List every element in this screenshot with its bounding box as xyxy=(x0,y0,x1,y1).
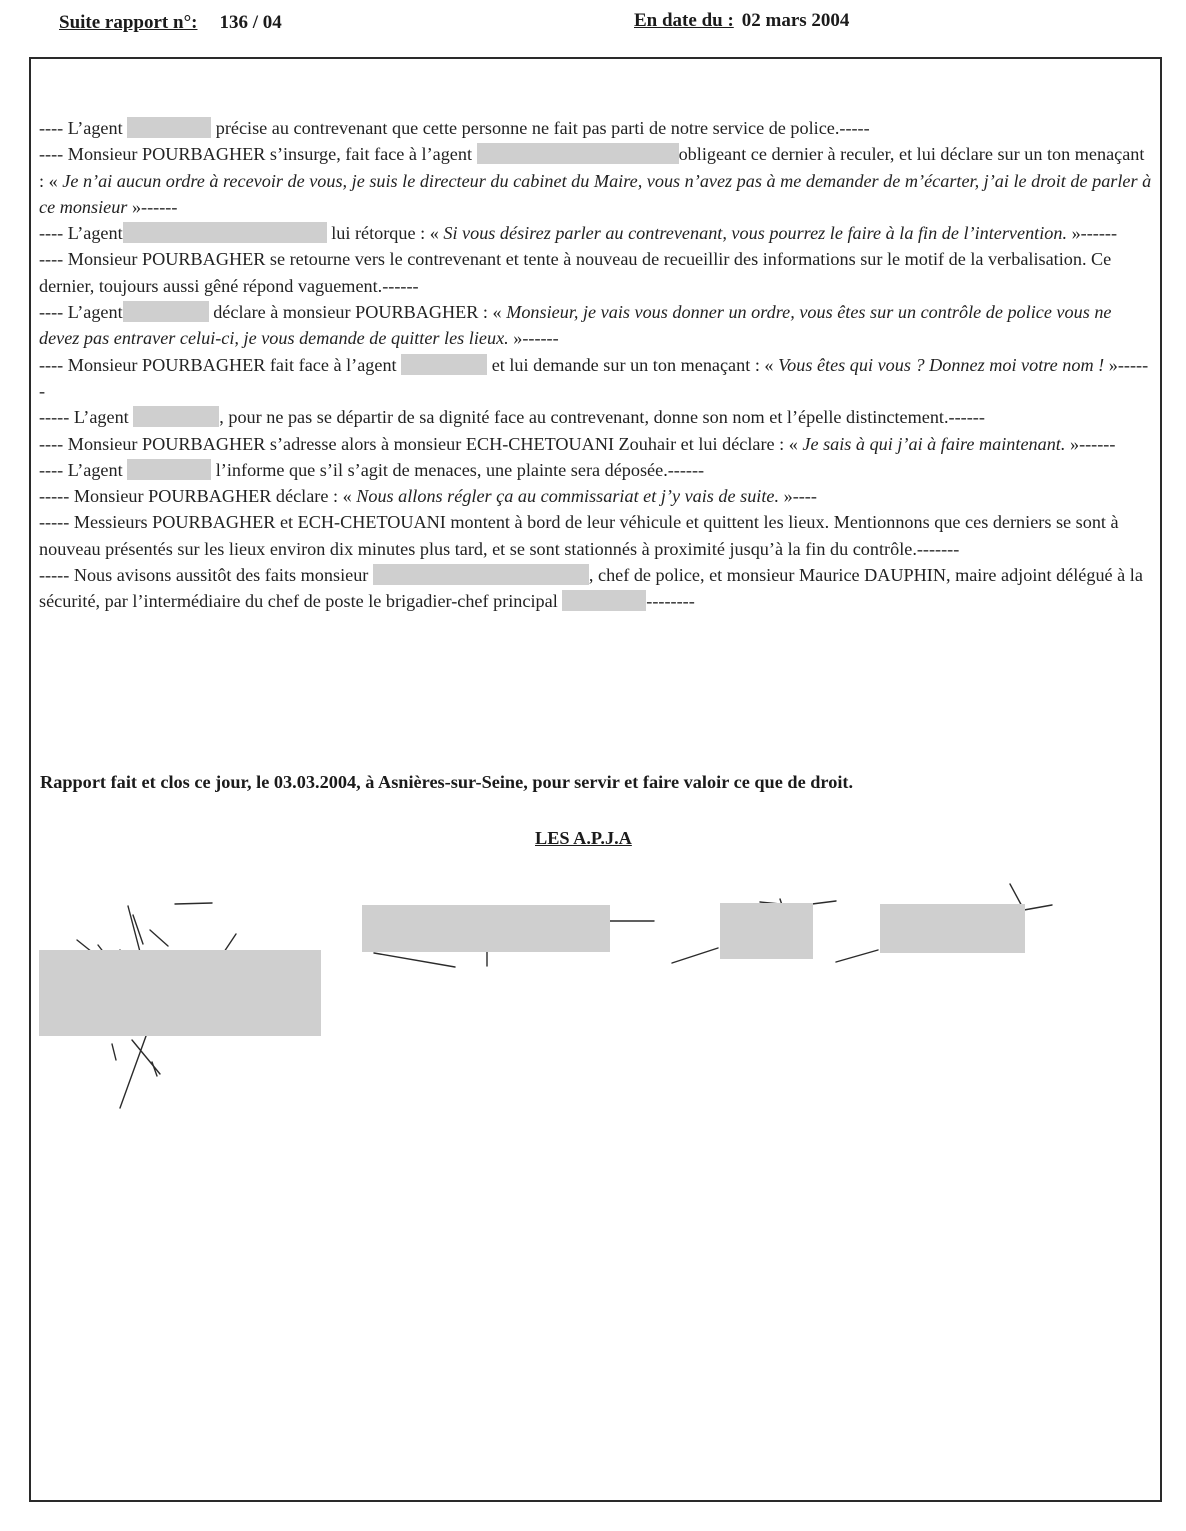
redacted-signature-name xyxy=(720,903,813,959)
text: »------ xyxy=(39,354,1149,401)
text: ---- L’agent xyxy=(39,118,123,138)
text: ---- L’agent xyxy=(39,459,128,480)
signature-stroke xyxy=(112,1044,116,1060)
signature-stroke xyxy=(672,948,718,963)
text: ----- Monsieur POURBAGHER déclare : « xyxy=(39,486,357,507)
text: , pour ne pas se départir de sa dignité face au contrevenant, donne son nom et l’épelle distinctement.------ xyxy=(219,407,985,428)
text: ----- L’agent xyxy=(39,407,134,428)
signature-stroke xyxy=(150,930,168,946)
text: ---- L’agent xyxy=(39,223,123,244)
quote: Si vous désirez parler au contrevenant, vous pourrez le faire à la fin de l’intervention. xyxy=(443,223,1068,244)
signatures-heading: LES A.P.J.A xyxy=(535,828,632,848)
text: ---- Monsieur POURBAGHER s’insurge, fait face à l’agent xyxy=(39,144,477,165)
text: -------- xyxy=(646,591,695,612)
signature-stroke xyxy=(1024,905,1052,910)
text: déclare à monsieur POURBAGHER : « xyxy=(208,302,507,323)
quote: Monsieur, je vais vous donner un ordre, vous êtes sur un contrôle de police vous ne devez pas entraver celui-ci, je vous demande de quitter les lieux. xyxy=(39,302,1112,349)
text: ---- L’agent xyxy=(39,302,123,323)
signature-stroke xyxy=(175,903,212,904)
text: l’informe que s’il s’agit de menaces, une plainte sera déposée.------ xyxy=(211,459,705,480)
report-number-value: 136 / 04 xyxy=(219,12,282,33)
redacted-signature-name xyxy=(39,950,321,1036)
text: »------ xyxy=(1067,223,1117,244)
text: ---- Monsieur POURBAGHER s’adresse alors à monsieur ECH-CHETOUANI Zouhair et lui déclare : « xyxy=(39,433,803,454)
signature-stroke xyxy=(812,901,836,904)
report-date-label: En date du : xyxy=(634,10,734,31)
signature-stroke xyxy=(836,950,878,962)
quote: Je sais à qui j’ai à faire maintenant. xyxy=(802,433,1066,454)
quote: Nous allons régler ça au commissariat et j’y vais de suite. xyxy=(356,486,780,507)
paragraph-11: ----- Messieurs POURBAGHER et ECH-CHETOUANI montent à bord de leur véhicule et quittent les lieux. Mentionnons que ces derniers se sont à nouveau présentés sur les lieux environ dix minutes plus tard, et se sont stationnés à proximité jusqu’à la fin du contrôle.------- xyxy=(39,512,1119,559)
text: »------ xyxy=(508,328,559,349)
redacted-signature-name xyxy=(880,904,1025,953)
report-date-value: 02 mars 2004 xyxy=(741,10,850,31)
text: ---- Monsieur POURBAGHER fait face à l’agent xyxy=(39,354,402,375)
text: »------ xyxy=(127,196,178,217)
text: »---- xyxy=(779,486,817,507)
signature-stroke xyxy=(374,953,455,967)
signature-stroke xyxy=(120,1036,146,1108)
quote: Je n’ai aucun ordre à recevoir de vous, je suis le directeur du cabinet du Maire, vous n’avez pas à me demander de m’écarter, j’ai le droit de parler à ce monsieur xyxy=(39,170,1152,217)
text: »------ xyxy=(1065,433,1116,454)
text: lui rétorque : « xyxy=(326,223,444,244)
redacted-signature-name xyxy=(362,905,610,952)
text: précise au contrevenant que cette personne ne fait pas parti de notre service de police.----- xyxy=(211,118,870,138)
paragraph-4: ---- Monsieur POURBAGHER se retourne vers le contrevenant et tente à nouveau de recueillir des informations sur le motif de la verbalisation. Ce dernier, toujours aussi gêné répond vaguement.------ xyxy=(39,249,1112,296)
closing-statement: Rapport fait et clos ce jour, le 03.03.2004, à Asnières-sur-Seine, pour servir et faire valoir ce que de droit. xyxy=(40,772,854,792)
text: ----- Nous avisons aussitôt des faits monsieur xyxy=(39,565,373,586)
signature-stroke xyxy=(132,1040,160,1074)
report-number-label: Suite rapport n°: xyxy=(59,12,198,33)
text: obligeant ce dernier à reculer, et lui déclare sur un ton menaçant : « xyxy=(39,144,1145,191)
text: , chef de police, et monsieur Maurice DAUPHIN, maire adjoint délégué à la sécurité, par l’intermédiaire du chef de poste le brigadier-chef principal xyxy=(39,565,1143,612)
quote: Vous êtes qui vous ? Donnez moi votre nom ! xyxy=(778,354,1105,375)
text: et lui demande sur un ton menaçant : « xyxy=(487,354,779,375)
